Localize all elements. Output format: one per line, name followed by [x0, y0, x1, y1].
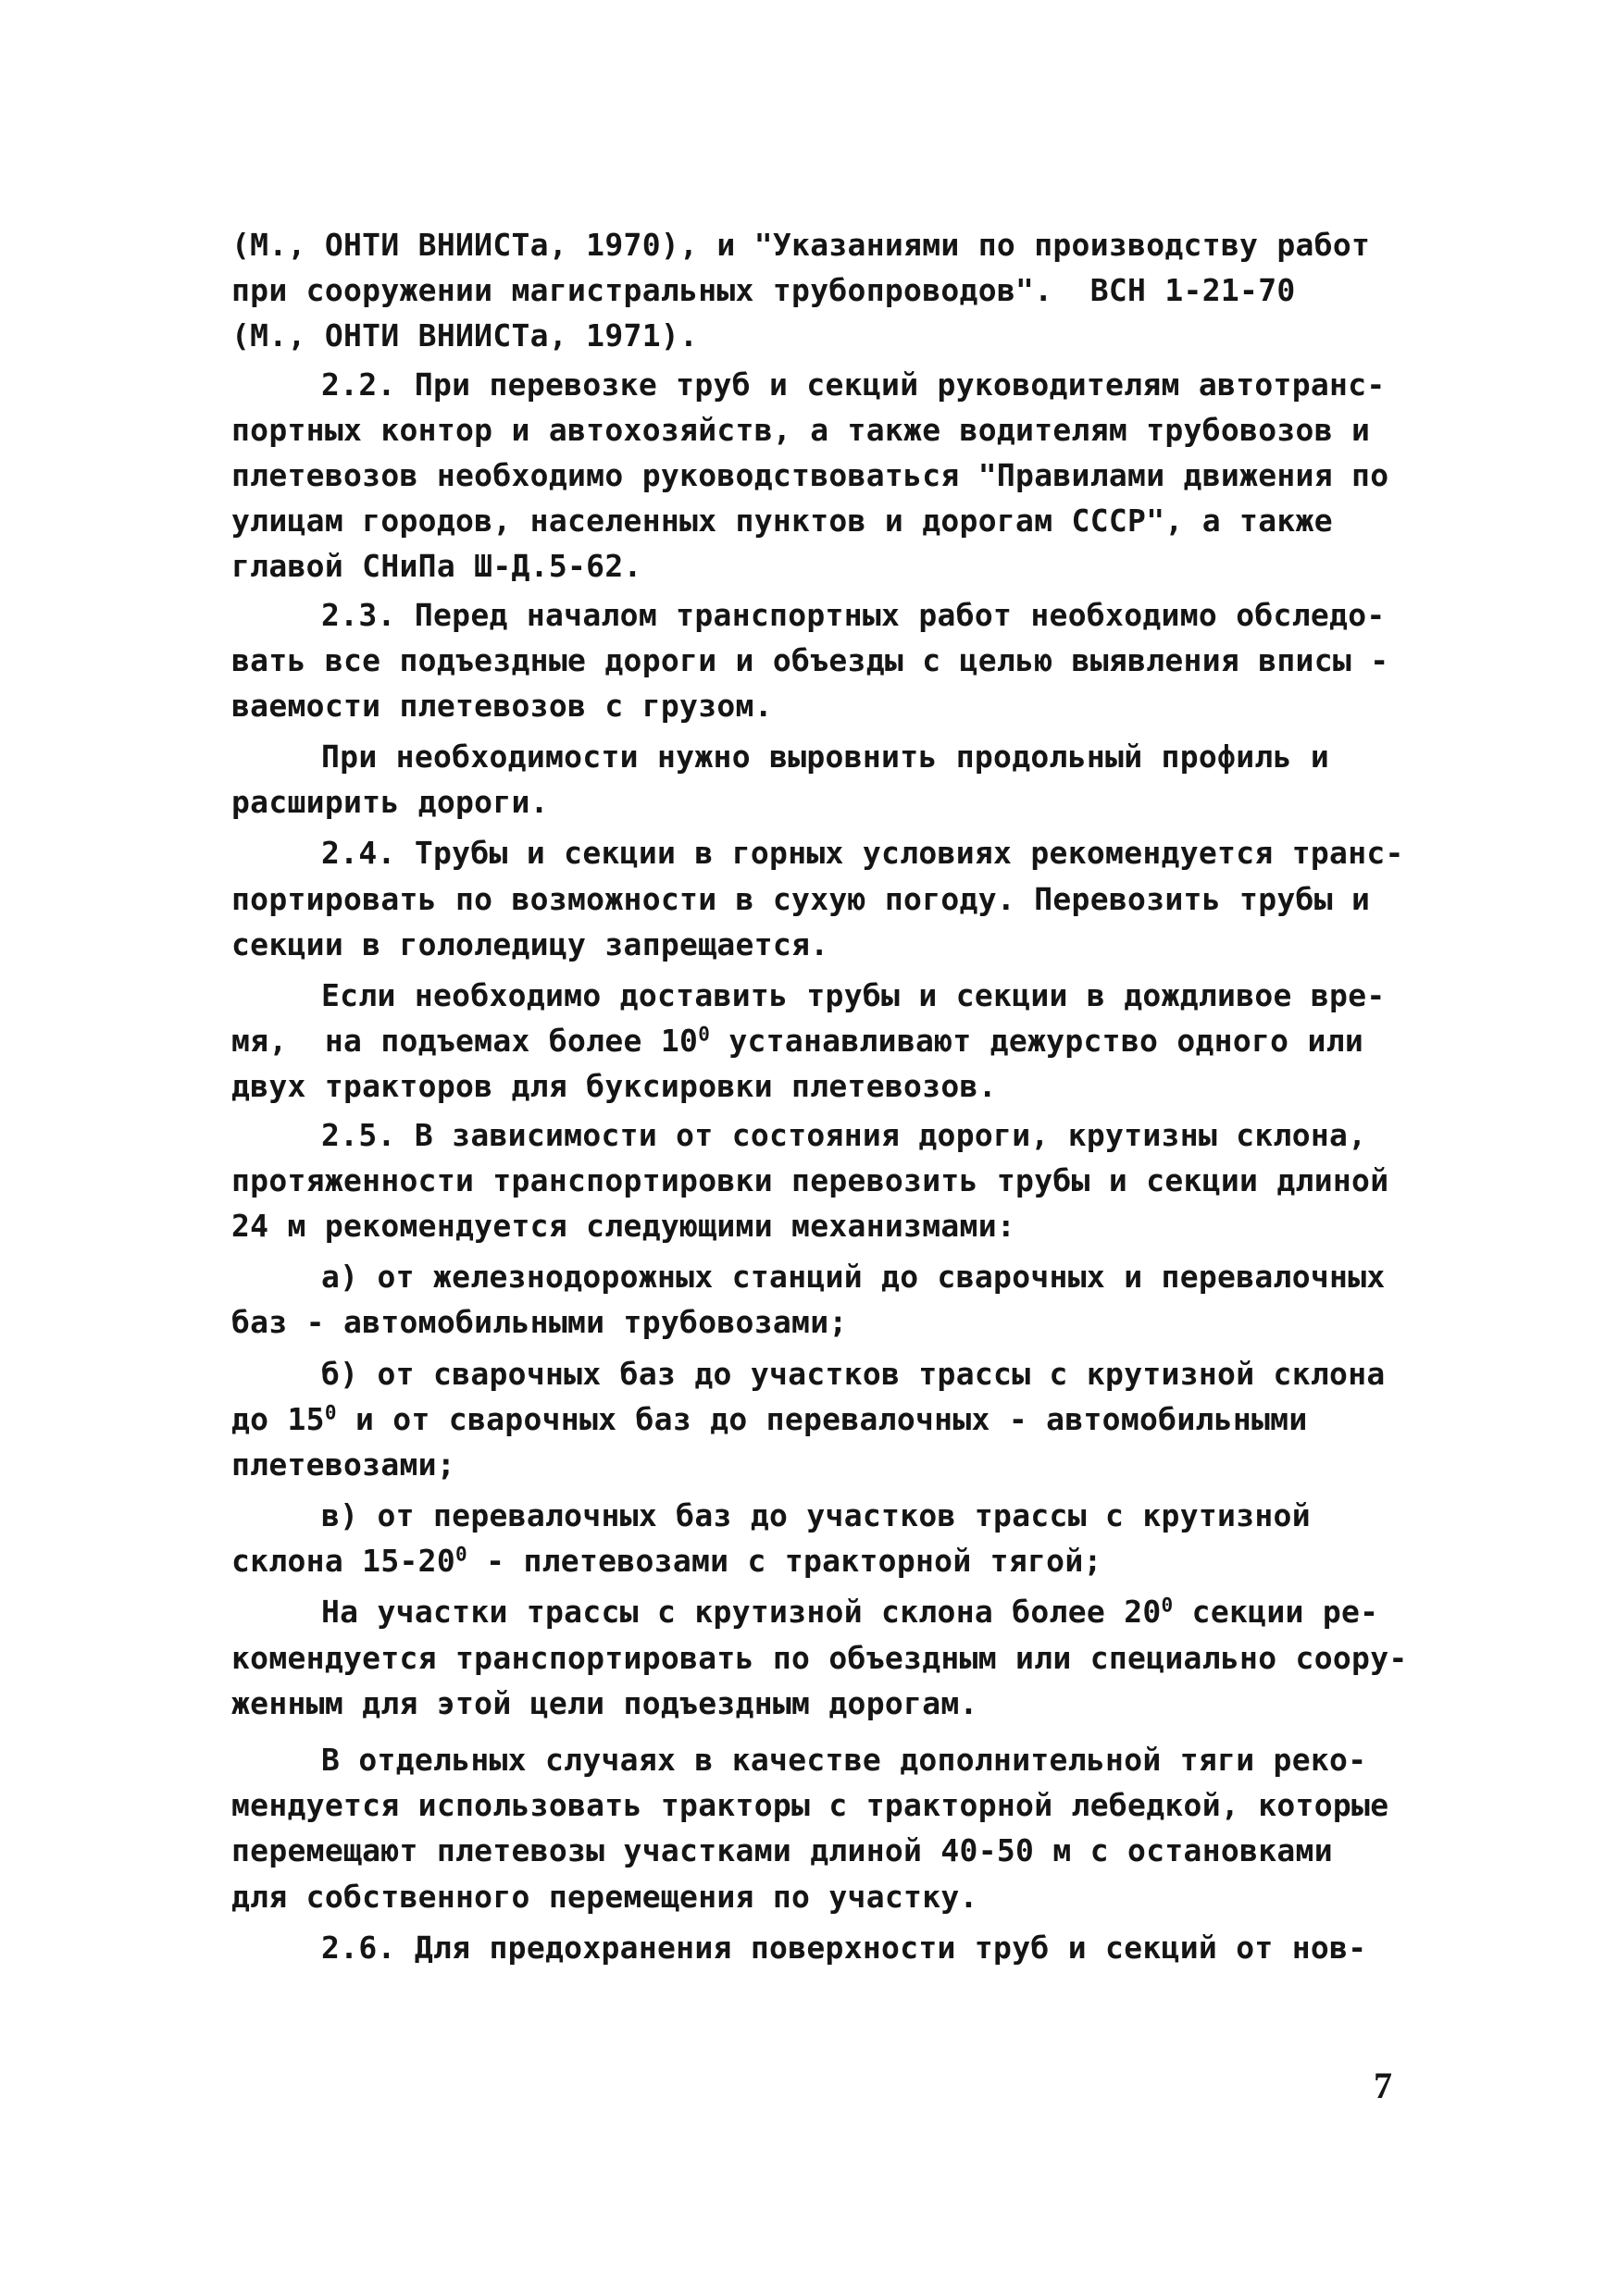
text-line — [231, 1254, 1416, 1299]
text-line — [231, 922, 1416, 967]
text-line — [231, 683, 1416, 728]
text-line — [231, 313, 1416, 358]
line-text: мя, на подъемах более 10 — [231, 1023, 699, 1060]
text-line — [231, 222, 1416, 267]
text-line — [231, 362, 1416, 407]
text-line — [231, 1681, 1416, 1726]
text-line — [231, 830, 1416, 875]
line-text: 2.3. Перед началом транспортных работ необходимо обследо- — [321, 596, 1386, 633]
text-line — [231, 1925, 1416, 1970]
line-text-continued: секции ре- — [1173, 1594, 1379, 1631]
line-text-continued: - плетевозами с тракторной тягой; — [467, 1543, 1102, 1580]
line-text: В отдельных случаях в качестве дополнительной тяги реко- — [321, 1742, 1367, 1778]
line-text-continued: и от сварочных баз до перевалочных - автомобильными — [336, 1400, 1308, 1437]
line-text: (М., ОНТИ ВНИИСТа, 1970), и "Указаниями по производству работ — [231, 227, 1371, 263]
text-line — [231, 1874, 1416, 1919]
line-text: для собственного перемещения по участку. — [231, 1878, 978, 1915]
text-line — [231, 638, 1416, 683]
text-line — [231, 407, 1416, 453]
text-line — [231, 1299, 1416, 1345]
line-text-continued: устанавливают дежурство одного или — [710, 1023, 1364, 1060]
line-text: 2.4. Трубы и секции в горных условиях рекомендуется транс- — [321, 835, 1404, 872]
line-text: двух тракторов для буксировки плетевозов. — [231, 1068, 997, 1105]
line-text: б) от сварочных баз до участков трассы с крутизной склона — [321, 1355, 1386, 1392]
text-line — [231, 1442, 1416, 1487]
text-line — [231, 876, 1416, 922]
line-text: секции в гололедицу запрещается. — [231, 925, 829, 962]
line-text: до 15 — [231, 1400, 325, 1437]
text-line — [231, 1782, 1416, 1828]
line-text: 2.5. В зависимости от состояния дороги, крутизны склона, — [321, 1116, 1367, 1153]
line-text: а) от железнодорожных станций до сварочных и перевалочных — [321, 1259, 1386, 1296]
line-text: вать все подъездные дороги и объезды с целью выявления вписы - — [231, 641, 1389, 678]
text-line — [231, 267, 1416, 313]
text-line — [231, 1493, 1416, 1538]
text-line — [231, 1538, 1416, 1583]
line-text: расширить дороги. — [231, 784, 549, 821]
line-text: мендуется использовать тракторы с тракторной лебедкой, которые — [231, 1787, 1389, 1824]
line-text: (М., ОНТИ ВНИИСТа, 1971). — [231, 317, 699, 354]
text-line — [231, 592, 1416, 638]
text-line — [231, 1063, 1416, 1109]
text-line — [231, 1018, 1416, 1063]
line-text: главой СНиПа Ш-Д.5-62. — [231, 548, 642, 585]
degree-superscript: 0 — [1161, 1594, 1174, 1617]
text-line — [231, 453, 1416, 498]
line-text: ваемости плетевозов с грузом. — [231, 687, 773, 724]
text-line — [231, 1589, 1416, 1634]
line-text: портировать по возможности в сухую погоду. Перевозить трубы и — [231, 880, 1371, 917]
text-line — [231, 973, 1416, 1018]
line-text: 2.2. При перевозке труб и секций руководителям автотранс- — [321, 366, 1386, 403]
page-number: 7 — [1374, 2065, 1392, 2106]
text-line — [231, 1396, 1416, 1442]
line-text: в) от перевалочных баз до участков трассы с крутизной — [321, 1497, 1311, 1534]
text-line — [231, 1112, 1416, 1158]
line-text: комендуется транспортировать по объездным или специально соору- — [231, 1639, 1408, 1676]
line-text: при сооружении магистральных трубопроводов". ВСН 1-21-70 — [231, 272, 1296, 309]
line-text: 2.6. Для предохранения поверхности труб и секций от нов- — [321, 1929, 1367, 1966]
line-text: 24 м рекомендуется следующими механизмами: — [231, 1207, 1016, 1244]
line-text: протяженности транспортировки перевозить трубы и секции длиной — [231, 1161, 1389, 1198]
text-line — [231, 1203, 1416, 1248]
text-line — [231, 734, 1416, 779]
line-text: Если необходимо доставить трубы и секции в дождливое вре- — [321, 977, 1386, 1013]
line-text: женным для этой цели подъездным дорогам. — [231, 1684, 978, 1721]
text-line — [231, 1635, 1416, 1681]
line-text: При необходимости нужно выровнить продольный профиль и — [321, 738, 1330, 776]
line-text: плетевозов необходимо руководствоваться "Правилами движения по — [231, 456, 1389, 493]
degree-superscript: 0 — [698, 1023, 711, 1046]
text-line — [231, 1828, 1416, 1873]
text-line — [231, 1351, 1416, 1396]
text-line — [231, 1737, 1416, 1782]
line-text: баз - автомобильными трубовозами; — [231, 1304, 848, 1341]
document-body — [231, 222, 1416, 1970]
text-line — [231, 498, 1416, 543]
line-text: плетевозами; — [231, 1446, 456, 1483]
text-line — [231, 779, 1416, 825]
text-line — [231, 1158, 1416, 1203]
line-text: портных контор и автохозяйств, а также водителям трубовозов и — [231, 411, 1371, 448]
line-text: На участки трассы с крутизной склона более 20 — [321, 1594, 1162, 1631]
text-line — [231, 543, 1416, 589]
line-text: перемещают плетевозы участками длиной 40-50 м с остановками — [231, 1832, 1333, 1869]
degree-superscript: 0 — [324, 1401, 337, 1424]
line-text: склона 15-20 — [231, 1543, 456, 1580]
degree-superscript: 0 — [455, 1543, 467, 1566]
line-text: улицам городов, населенных пунктов и дорогам СССР", а также — [231, 503, 1333, 540]
